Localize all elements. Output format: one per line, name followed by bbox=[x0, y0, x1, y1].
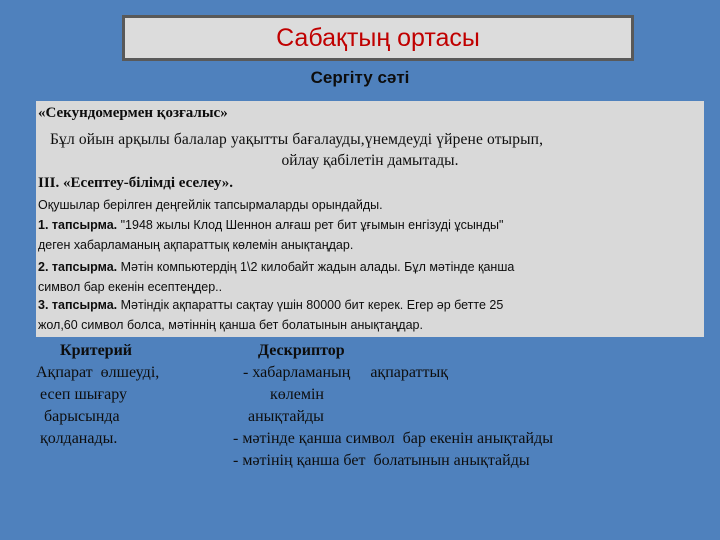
descriptor-header: Дескриптор bbox=[258, 342, 345, 359]
title-box bbox=[122, 15, 634, 61]
task-1-text-1: "1948 жылы Клод Шеннон алғаш рет бит ұғымын енгізуді ұсынды" bbox=[117, 218, 504, 232]
intro-text: Оқушылар берілген деңгейлік тапсырмаларды орындайды. bbox=[38, 198, 383, 212]
descriptor-line: анықтайды bbox=[248, 408, 324, 425]
task-3-line-2: жол,60 символ болса, мәтіннің қанша бет болатынын анықтаңдар. bbox=[38, 318, 423, 332]
criterion-line: есеп шығару bbox=[36, 386, 127, 403]
game-desc-line-2: ойлау қабілетін дамытады. bbox=[281, 152, 459, 169]
task-1-line-1 bbox=[38, 218, 503, 232]
game-desc-line-1: Бұл ойын арқылы балалар уақытты бағалауды,үнемдеуді үйрене отырып, bbox=[50, 131, 544, 148]
descriptor-line: - мәтінде қанша символ бар екенін анықтайды bbox=[233, 430, 553, 447]
task-2-line-1 bbox=[38, 260, 514, 274]
descriptor-line: көлемін bbox=[262, 386, 324, 403]
task-3-line-1 bbox=[38, 298, 503, 312]
section-heading: ІІІ. «Есептеу-білімді еселеу». bbox=[38, 175, 233, 191]
task-3-label: 3. тапсырма. bbox=[38, 298, 118, 312]
task-2-text-1: Мәтін компьютердің 1\2 килобайт жадын алады. Бұл мәтінде қанша bbox=[117, 260, 515, 274]
descriptor-line: - мәтінің қанша бет болатынын анықтайды bbox=[233, 452, 530, 469]
task-2-line-2: символ бар екенін есептеңдер.. bbox=[38, 280, 223, 294]
criterion-line: Ақпарат өлшеуді, bbox=[36, 364, 160, 381]
slide-title: Сабақтың ортасы bbox=[276, 23, 480, 52]
criterion-line: қолданады. bbox=[36, 430, 118, 447]
slide-subtitle: Сергіту сәті bbox=[310, 68, 410, 87]
task-2-label: 2. тапсырма. bbox=[38, 260, 118, 274]
game-title: «Секундомермен қозғалыс» bbox=[38, 105, 228, 121]
task-3-text-1: Мәтіндік ақпаратты сақтау үшін 80000 бит керек. Егер әр бетте 25 bbox=[117, 298, 504, 312]
task-1-line-2: деген хабарламаның ақпараттық көлемін анықтаңдар. bbox=[38, 238, 354, 252]
criterion-header: Критерий bbox=[60, 342, 133, 359]
task-1-label: 1. тапсырма. bbox=[38, 218, 118, 232]
content-panel bbox=[36, 101, 704, 337]
descriptor-line: - хабарламаның ақпараттық bbox=[243, 364, 449, 381]
criterion-line: барысында bbox=[36, 408, 120, 425]
